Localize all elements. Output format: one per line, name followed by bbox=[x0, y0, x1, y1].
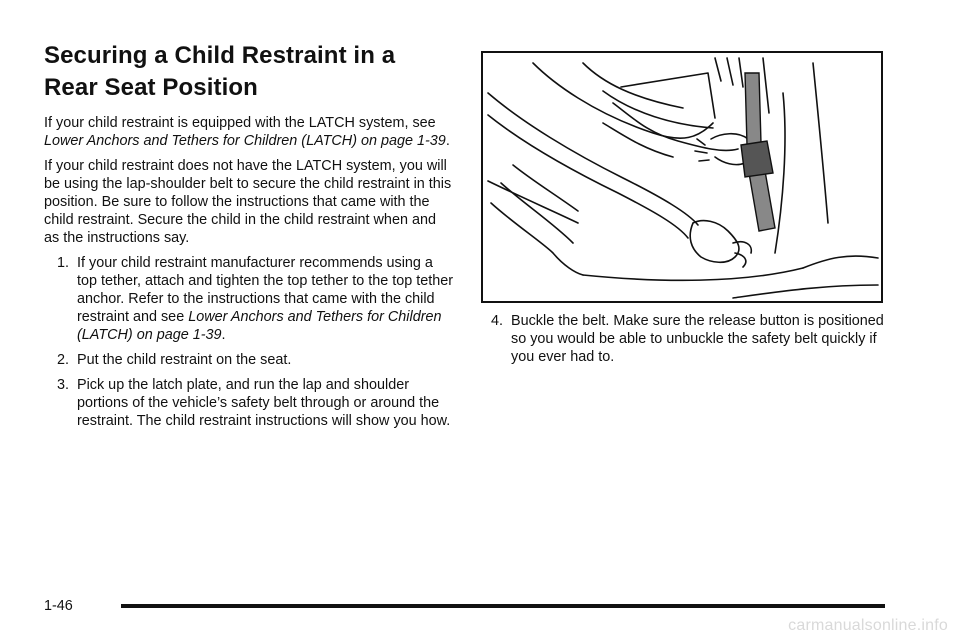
page-footer bbox=[44, 597, 888, 617]
latch-intro-paragraph bbox=[44, 114, 454, 150]
lap-belt bbox=[749, 171, 775, 231]
buckle-latch bbox=[741, 141, 773, 177]
step-2-number: 2. bbox=[56, 352, 69, 368]
step-1-cross-reference-link[interactable]: Lower Anchors and Tethers for Children (LATCH) on page 1-39 bbox=[77, 309, 442, 343]
seat-cushion-right bbox=[803, 256, 878, 268]
step-3-number: 3. bbox=[56, 377, 69, 393]
seat-cushion-lower bbox=[733, 285, 878, 298]
step-4-text: Buckle the belt. Make sure the release button is positioned so you would be able to unbuckle the safety belt quickly if you ever had to. bbox=[511, 313, 884, 365]
page-number: 1-46 bbox=[44, 598, 73, 614]
buckling-belt-drawing bbox=[483, 53, 881, 301]
steps-list-left bbox=[47, 254, 454, 430]
seat-right-upper bbox=[763, 58, 769, 113]
hand-right-fingers bbox=[695, 139, 709, 161]
seat-right-inner bbox=[813, 63, 828, 223]
seat-cushion-line-3 bbox=[513, 165, 578, 211]
seat-back-outline bbox=[533, 63, 713, 138]
right-column bbox=[481, 51, 886, 373]
step-1-number: 1. bbox=[56, 255, 69, 271]
buckling-belt-illustration bbox=[481, 51, 883, 303]
footer-rule bbox=[121, 604, 885, 608]
safety-belt bbox=[741, 73, 775, 231]
step-4 bbox=[481, 312, 886, 366]
latch-intro-text: If your child restraint is equipped with the LATCH system, see bbox=[44, 115, 436, 131]
step-3 bbox=[47, 376, 454, 430]
step-4-number: 4. bbox=[490, 313, 503, 329]
seat-cushion-bottom bbox=[583, 268, 803, 280]
left-arm-upper bbox=[488, 93, 698, 225]
seat-top-edge bbox=[603, 91, 713, 128]
headrest-lines bbox=[715, 58, 743, 87]
step-2 bbox=[47, 351, 454, 369]
hand-left-fingers bbox=[733, 242, 751, 267]
latch-cross-reference-link[interactable]: Lower Anchors and Tethers for Children (LATCH) on page 1-39 bbox=[44, 133, 446, 149]
step-1 bbox=[47, 254, 454, 344]
step-1-period: . bbox=[221, 327, 226, 343]
right-arm-upper bbox=[613, 103, 738, 150]
hand-left bbox=[690, 221, 739, 263]
watermark: carmanualsonline.info bbox=[788, 617, 948, 634]
step-3-text: Pick up the latch plate, and run the lap and shoulder portions of the vehicle’s safety belt through or around the restraint. The child restraint instructions will show you how. bbox=[77, 377, 451, 429]
seat-cushion-line-2 bbox=[501, 183, 573, 243]
lap-shoulder-belt-paragraph: If your child restraint does not have the LATCH system, you will be using the lap-shoulder belt to secure the child restraint in this position. Be sure to follow the instructions that came with the child restraint. Secure the child in the child restraint when and as the instructions say. bbox=[44, 158, 452, 246]
steps-list-right bbox=[481, 312, 886, 366]
seat-right-edge bbox=[775, 93, 785, 253]
section-heading-line1: Securing a Child Restraint in a bbox=[44, 42, 396, 69]
section-heading-line2: Rear Seat Position bbox=[44, 74, 258, 101]
seat-back-edge bbox=[621, 73, 715, 118]
section-heading bbox=[44, 40, 454, 104]
step-2-text: Put the child restraint on the seat. bbox=[77, 352, 292, 368]
left-column bbox=[44, 40, 454, 437]
step-1-text: If your child restraint manufacturer recommends using a top tether, attach and tighten the top tether to the top tether anchor. Refer to the instructions that came with the child restraint and see bbox=[77, 255, 454, 325]
shoulder-belt bbox=[745, 73, 761, 145]
latch-intro-period: . bbox=[445, 133, 450, 149]
